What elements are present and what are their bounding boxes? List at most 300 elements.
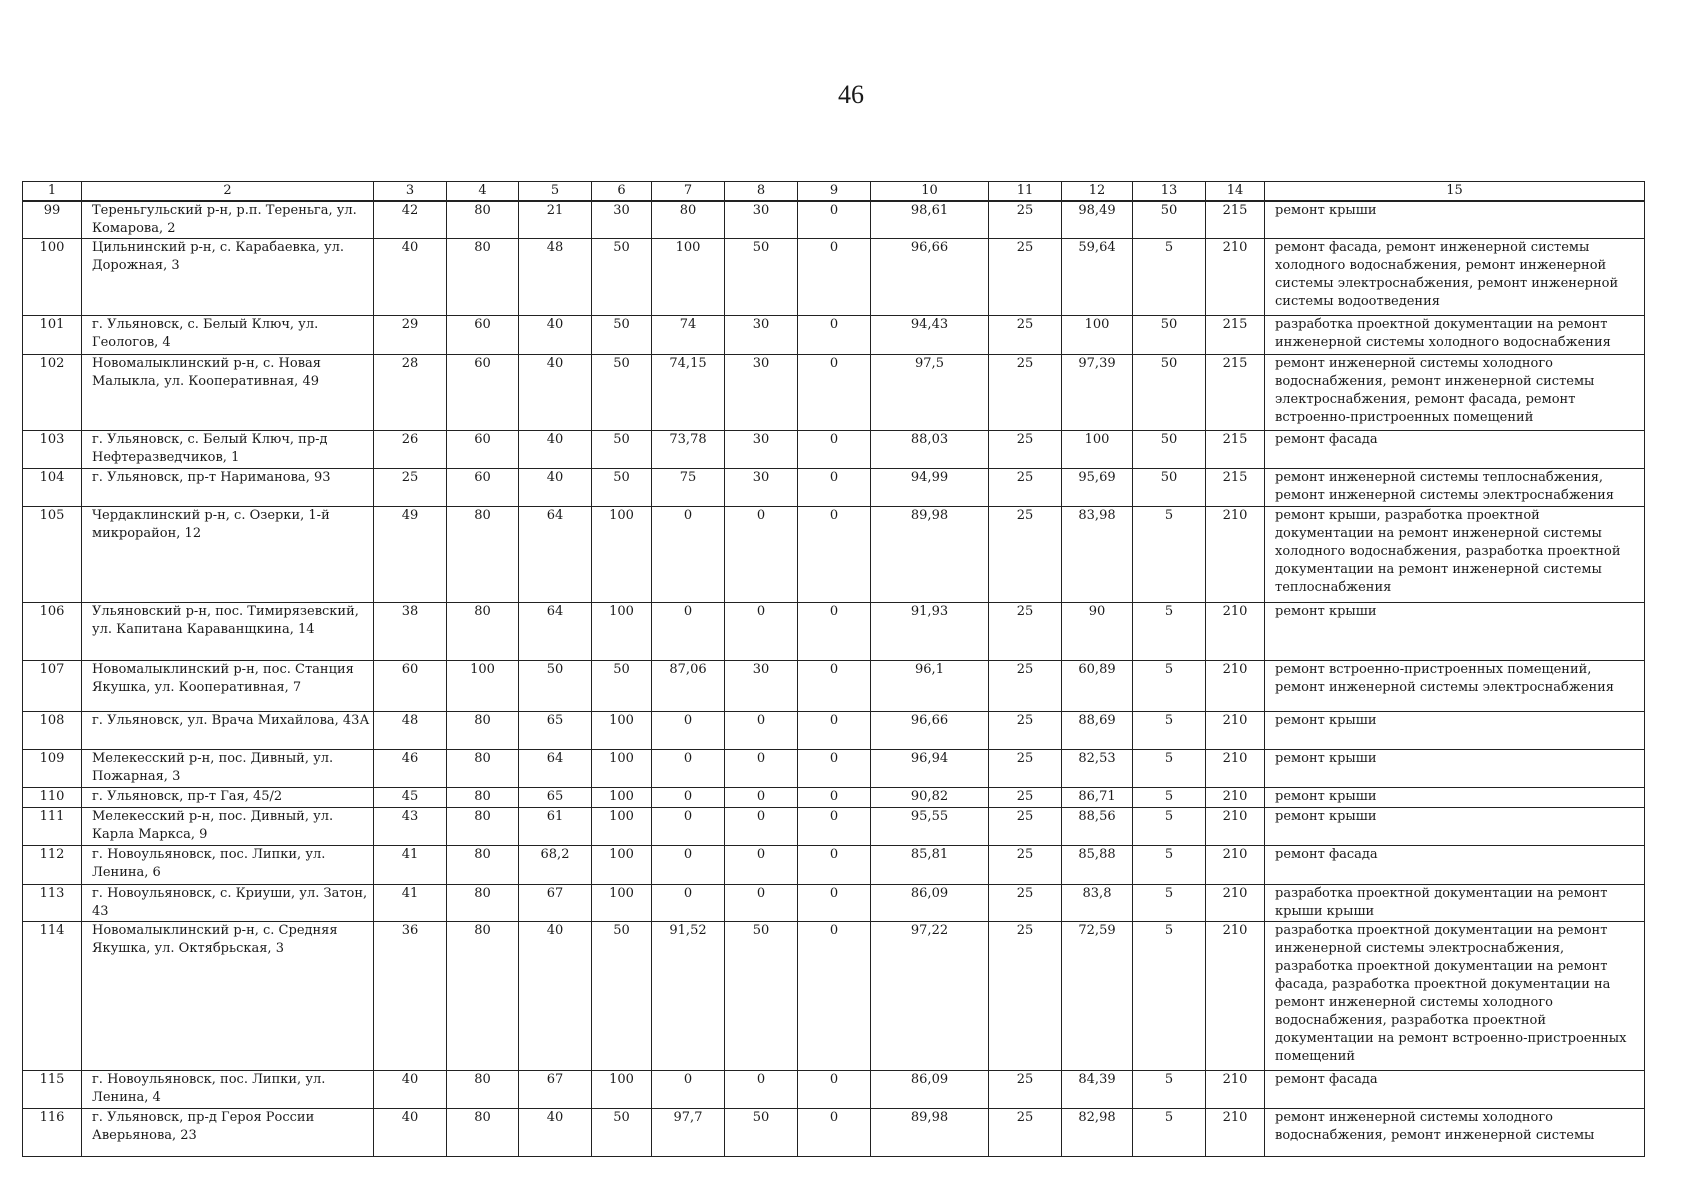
cell-col-3: 38 — [374, 603, 447, 661]
cell-col-13: 5 — [1133, 846, 1206, 885]
cell-col-7: 74,15 — [652, 355, 725, 431]
cell-work-description: разработка проектной документации на ремонт инженерной системы электроснабжения, разработка проектной документации на ремонт фасада, разработка проектной документации на ремонт инженерной системы холодного водоснабжения, разработка проектной документации на ремонт встроенно-пристроенных помещений — [1265, 922, 1645, 1071]
column-number: 2 — [82, 182, 374, 202]
cell-col-5: 67 — [519, 885, 592, 922]
cell-col-6: 100 — [592, 507, 652, 603]
cell-col-6: 50 — [592, 922, 652, 1071]
cell-work-description: ремонт крыши — [1265, 808, 1645, 846]
cell-col-3: 49 — [374, 507, 447, 603]
cell-col-6: 100 — [592, 1071, 652, 1109]
table-row — [23, 603, 1645, 661]
cell-col-12: 82,53 — [1062, 750, 1133, 788]
table-row — [23, 1109, 1645, 1157]
cell-col-5: 64 — [519, 750, 592, 788]
table-row — [23, 846, 1645, 885]
cell-col-3: 36 — [374, 922, 447, 1071]
cell-col-3: 45 — [374, 788, 447, 808]
cell-col-3: 42 — [374, 201, 447, 239]
table-row — [23, 239, 1645, 316]
cell-col-12: 59,64 — [1062, 239, 1133, 316]
cell-col-12: 98,49 — [1062, 201, 1133, 239]
cell-col-9: 0 — [798, 788, 871, 808]
cell-col-3: 60 — [374, 661, 447, 712]
cell-col-4: 60 — [447, 355, 519, 431]
cell-row-number: 99 — [23, 201, 82, 239]
cell-row-number: 115 — [23, 1071, 82, 1109]
column-number: 8 — [725, 182, 798, 202]
cell-col-7: 97,7 — [652, 1109, 725, 1157]
cell-col-10: 98,61 — [871, 201, 989, 239]
cell-col-9: 0 — [798, 355, 871, 431]
table-row — [23, 788, 1645, 808]
cell-col-13: 5 — [1133, 788, 1206, 808]
cell-col-10: 96,1 — [871, 661, 989, 712]
cell-col-9: 0 — [798, 469, 871, 507]
cell-col-13: 5 — [1133, 603, 1206, 661]
cell-col-7: 0 — [652, 846, 725, 885]
cell-col-4: 80 — [447, 750, 519, 788]
cell-col-9: 0 — [798, 661, 871, 712]
cell-col-6: 50 — [592, 431, 652, 469]
cell-col-12: 90 — [1062, 603, 1133, 661]
cell-col-14: 215 — [1206, 355, 1265, 431]
column-number: 4 — [447, 182, 519, 202]
column-number: 11 — [989, 182, 1062, 202]
cell-col-11: 25 — [989, 201, 1062, 239]
cell-col-3: 41 — [374, 885, 447, 922]
cell-col-4: 80 — [447, 808, 519, 846]
cell-col-4: 80 — [447, 603, 519, 661]
cell-col-12: 84,39 — [1062, 1071, 1133, 1109]
cell-col-5: 40 — [519, 431, 592, 469]
cell-col-11: 25 — [989, 431, 1062, 469]
cell-col-13: 5 — [1133, 885, 1206, 922]
cell-row-number: 116 — [23, 1109, 82, 1157]
cell-row-number: 105 — [23, 507, 82, 603]
cell-address: г. Новоульяновск, пос. Липки, ул. Ленина, 6 — [82, 846, 374, 885]
column-number: 5 — [519, 182, 592, 202]
cell-work-description: ремонт крыши — [1265, 201, 1645, 239]
cell-col-10: 86,09 — [871, 1071, 989, 1109]
cell-row-number: 114 — [23, 922, 82, 1071]
cell-work-description: ремонт крыши — [1265, 603, 1645, 661]
cell-address: Мелекесский р-н, пос. Дивный, ул. Пожарная, 3 — [82, 750, 374, 788]
cell-col-4: 100 — [447, 661, 519, 712]
cell-col-13: 5 — [1133, 922, 1206, 1071]
cell-col-8: 0 — [725, 846, 798, 885]
cell-col-14: 215 — [1206, 469, 1265, 507]
cell-col-9: 0 — [798, 431, 871, 469]
cell-row-number: 109 — [23, 750, 82, 788]
cell-work-description: ремонт крыши — [1265, 750, 1645, 788]
cell-col-8: 30 — [725, 661, 798, 712]
column-number: 9 — [798, 182, 871, 202]
cell-col-11: 25 — [989, 603, 1062, 661]
cell-col-12: 97,39 — [1062, 355, 1133, 431]
cell-work-description: ремонт встроенно-пристроенных помещений, ремонт инженерной системы электроснабжения — [1265, 661, 1645, 712]
cell-col-12: 100 — [1062, 431, 1133, 469]
cell-col-4: 80 — [447, 712, 519, 750]
cell-work-description: ремонт инженерной системы холодного водоснабжения, ремонт инженерной системы электроснабжения, ремонт фасада, ремонт встроенно-пристроенных помещений — [1265, 355, 1645, 431]
repair-register-table — [22, 181, 1645, 1157]
cell-col-14: 210 — [1206, 922, 1265, 1071]
cell-col-8: 30 — [725, 355, 798, 431]
cell-work-description: ремонт крыши, разработка проектной документации на ремонт инженерной системы холодного водоснабжения, разработка проектной документации на ремонт инженерной системы теплоснабжения — [1265, 507, 1645, 603]
cell-col-9: 0 — [798, 1071, 871, 1109]
cell-col-9: 0 — [798, 316, 871, 355]
cell-col-6: 100 — [592, 712, 652, 750]
cell-col-5: 64 — [519, 507, 592, 603]
cell-address: Тереньгульский р-н, р.п. Тереньга, ул. Комарова, 2 — [82, 201, 374, 239]
table-row — [23, 750, 1645, 788]
cell-col-5: 48 — [519, 239, 592, 316]
cell-col-12: 83,98 — [1062, 507, 1133, 603]
cell-col-8: 30 — [725, 316, 798, 355]
cell-col-12: 85,88 — [1062, 846, 1133, 885]
cell-address: г. Ульяновск, пр-д Героя России Аверьянова, 23 — [82, 1109, 374, 1157]
column-number: 14 — [1206, 182, 1265, 202]
cell-col-6: 100 — [592, 808, 652, 846]
cell-col-5: 67 — [519, 1071, 592, 1109]
cell-row-number: 112 — [23, 846, 82, 885]
cell-col-13: 5 — [1133, 808, 1206, 846]
cell-col-14: 210 — [1206, 239, 1265, 316]
cell-col-7: 80 — [652, 201, 725, 239]
table-row — [23, 507, 1645, 603]
cell-col-8: 0 — [725, 603, 798, 661]
cell-col-11: 25 — [989, 885, 1062, 922]
cell-col-8: 50 — [725, 922, 798, 1071]
column-number: 7 — [652, 182, 725, 202]
table-row — [23, 316, 1645, 355]
cell-col-12: 86,71 — [1062, 788, 1133, 808]
cell-col-3: 46 — [374, 750, 447, 788]
cell-col-3: 40 — [374, 1071, 447, 1109]
cell-work-description: ремонт фасада — [1265, 846, 1645, 885]
cell-col-14: 210 — [1206, 750, 1265, 788]
cell-col-3: 48 — [374, 712, 447, 750]
table-row — [23, 661, 1645, 712]
cell-col-10: 94,43 — [871, 316, 989, 355]
cell-row-number: 101 — [23, 316, 82, 355]
cell-col-7: 74 — [652, 316, 725, 355]
cell-col-3: 26 — [374, 431, 447, 469]
cell-col-6: 50 — [592, 469, 652, 507]
cell-address: Чердаклинский р-н, с. Озерки, 1-й микрорайон, 12 — [82, 507, 374, 603]
cell-address: г. Ульяновск, пр-т Гая, 45/2 — [82, 788, 374, 808]
cell-col-6: 100 — [592, 750, 652, 788]
cell-col-7: 0 — [652, 1071, 725, 1109]
cell-col-12: 95,69 — [1062, 469, 1133, 507]
cell-col-5: 40 — [519, 355, 592, 431]
cell-work-description: ремонт крыши — [1265, 712, 1645, 750]
cell-address: Ульяновский р-н, пос. Тимирязевский, ул. Капитана Караванщкина, 14 — [82, 603, 374, 661]
cell-address: г. Ульяновск, с. Белый Ключ, пр-д Нефтеразведчиков, 1 — [82, 431, 374, 469]
cell-col-9: 0 — [798, 507, 871, 603]
table-row — [23, 469, 1645, 507]
cell-row-number: 106 — [23, 603, 82, 661]
cell-col-10: 94,99 — [871, 469, 989, 507]
cell-address: г. Ульяновск, с. Белый Ключ, ул. Геологов, 4 — [82, 316, 374, 355]
cell-col-6: 100 — [592, 846, 652, 885]
cell-col-13: 50 — [1133, 469, 1206, 507]
cell-col-7: 0 — [652, 808, 725, 846]
cell-col-7: 73,78 — [652, 431, 725, 469]
cell-address: г. Ульяновск, пр-т Нариманова, 93 — [82, 469, 374, 507]
cell-col-6: 50 — [592, 661, 652, 712]
cell-col-8: 30 — [725, 201, 798, 239]
cell-work-description: разработка проектной документации на ремонт крыши крыши — [1265, 885, 1645, 922]
column-number: 15 — [1265, 182, 1645, 202]
cell-col-9: 0 — [798, 712, 871, 750]
table-row — [23, 1071, 1645, 1109]
cell-col-5: 40 — [519, 922, 592, 1071]
table-row — [23, 355, 1645, 431]
cell-col-4: 80 — [447, 846, 519, 885]
cell-col-3: 25 — [374, 469, 447, 507]
cell-col-14: 210 — [1206, 788, 1265, 808]
cell-work-description: ремонт инженерной системы теплоснабжения, ремонт инженерной системы электроснабжения — [1265, 469, 1645, 507]
cell-col-11: 25 — [989, 1071, 1062, 1109]
cell-col-5: 40 — [519, 316, 592, 355]
column-number: 6 — [592, 182, 652, 202]
cell-col-3: 28 — [374, 355, 447, 431]
cell-col-11: 25 — [989, 808, 1062, 846]
cell-col-14: 210 — [1206, 1071, 1265, 1109]
cell-col-5: 40 — [519, 469, 592, 507]
cell-col-4: 80 — [447, 239, 519, 316]
cell-col-14: 210 — [1206, 661, 1265, 712]
cell-col-12: 88,56 — [1062, 808, 1133, 846]
cell-col-5: 65 — [519, 712, 592, 750]
cell-col-7: 91,52 — [652, 922, 725, 1071]
cell-col-3: 41 — [374, 846, 447, 885]
cell-col-12: 100 — [1062, 316, 1133, 355]
cell-col-11: 25 — [989, 469, 1062, 507]
cell-col-5: 21 — [519, 201, 592, 239]
cell-col-7: 100 — [652, 239, 725, 316]
cell-col-13: 5 — [1133, 712, 1206, 750]
cell-col-13: 50 — [1133, 355, 1206, 431]
cell-address: Новомалыклинский р-н, с. Средняя Якушка, ул. Октябрьская, 3 — [82, 922, 374, 1071]
cell-col-13: 5 — [1133, 1071, 1206, 1109]
cell-col-8: 0 — [725, 1071, 798, 1109]
cell-col-6: 50 — [592, 355, 652, 431]
cell-col-14: 210 — [1206, 712, 1265, 750]
cell-col-8: 0 — [725, 750, 798, 788]
cell-row-number: 113 — [23, 885, 82, 922]
cell-col-7: 0 — [652, 750, 725, 788]
cell-col-9: 0 — [798, 808, 871, 846]
cell-col-8: 0 — [725, 507, 798, 603]
cell-col-6: 100 — [592, 885, 652, 922]
cell-work-description: ремонт фасада — [1265, 431, 1645, 469]
cell-col-6: 100 — [592, 788, 652, 808]
cell-col-4: 80 — [447, 1109, 519, 1157]
cell-col-10: 95,55 — [871, 808, 989, 846]
cell-col-9: 0 — [798, 846, 871, 885]
cell-row-number: 104 — [23, 469, 82, 507]
cell-col-14: 210 — [1206, 885, 1265, 922]
cell-col-8: 0 — [725, 788, 798, 808]
cell-col-5: 61 — [519, 808, 592, 846]
cell-work-description: ремонт инженерной системы холодного водоснабжения, ремонт инженерной системы — [1265, 1109, 1645, 1157]
cell-col-7: 0 — [652, 885, 725, 922]
column-number: 10 — [871, 182, 989, 202]
table-row — [23, 885, 1645, 922]
column-number: 12 — [1062, 182, 1133, 202]
cell-col-13: 5 — [1133, 661, 1206, 712]
cell-col-9: 0 — [798, 239, 871, 316]
cell-col-4: 80 — [447, 507, 519, 603]
cell-col-7: 75 — [652, 469, 725, 507]
cell-col-13: 5 — [1133, 239, 1206, 316]
cell-col-11: 25 — [989, 355, 1062, 431]
cell-col-13: 50 — [1133, 201, 1206, 239]
cell-col-14: 215 — [1206, 316, 1265, 355]
cell-col-4: 80 — [447, 788, 519, 808]
cell-address: г. Новоульяновск, с. Криуши, ул. Затон, 43 — [82, 885, 374, 922]
cell-col-11: 25 — [989, 316, 1062, 355]
cell-work-description: разработка проектной документации на ремонт инженерной системы холодного водоснабжения — [1265, 316, 1645, 355]
cell-col-10: 97,22 — [871, 922, 989, 1071]
cell-col-6: 50 — [592, 316, 652, 355]
table-row — [23, 922, 1645, 1071]
cell-col-7: 0 — [652, 603, 725, 661]
cell-address: г. Новоульяновск, пос. Липки, ул. Ленина, 4 — [82, 1071, 374, 1109]
column-number: 1 — [23, 182, 82, 202]
cell-col-8: 50 — [725, 239, 798, 316]
cell-col-11: 25 — [989, 1109, 1062, 1157]
cell-col-3: 29 — [374, 316, 447, 355]
cell-col-11: 25 — [989, 661, 1062, 712]
cell-col-6: 50 — [592, 239, 652, 316]
cell-col-12: 72,59 — [1062, 922, 1133, 1071]
table-row — [23, 201, 1645, 239]
cell-col-10: 96,94 — [871, 750, 989, 788]
cell-col-9: 0 — [798, 885, 871, 922]
cell-work-description: ремонт фасада — [1265, 1071, 1645, 1109]
cell-col-6: 50 — [592, 1109, 652, 1157]
cell-col-9: 0 — [798, 750, 871, 788]
cell-col-10: 85,81 — [871, 846, 989, 885]
cell-col-9: 0 — [798, 603, 871, 661]
cell-col-6: 100 — [592, 603, 652, 661]
table-header-row — [23, 182, 1645, 202]
cell-col-14: 210 — [1206, 1109, 1265, 1157]
cell-row-number: 100 — [23, 239, 82, 316]
cell-address: Мелекесский р-н, пос. Дивный, ул. Карла Маркса, 9 — [82, 808, 374, 846]
cell-col-4: 80 — [447, 201, 519, 239]
cell-col-13: 5 — [1133, 1109, 1206, 1157]
page-number: 46 — [838, 80, 864, 109]
column-number: 13 — [1133, 182, 1206, 202]
cell-col-10: 90,82 — [871, 788, 989, 808]
cell-col-3: 43 — [374, 808, 447, 846]
cell-col-10: 89,98 — [871, 1109, 989, 1157]
cell-col-10: 88,03 — [871, 431, 989, 469]
table-row — [23, 808, 1645, 846]
cell-row-number: 107 — [23, 661, 82, 712]
cell-col-11: 25 — [989, 750, 1062, 788]
cell-col-11: 25 — [989, 712, 1062, 750]
cell-col-14: 215 — [1206, 201, 1265, 239]
cell-work-description: ремонт крыши — [1265, 788, 1645, 808]
cell-col-10: 86,09 — [871, 885, 989, 922]
cell-col-8: 50 — [725, 1109, 798, 1157]
cell-col-10: 91,93 — [871, 603, 989, 661]
cell-col-7: 87,06 — [652, 661, 725, 712]
cell-col-5: 65 — [519, 788, 592, 808]
cell-col-12: 83,8 — [1062, 885, 1133, 922]
cell-col-11: 25 — [989, 507, 1062, 603]
cell-col-4: 60 — [447, 316, 519, 355]
cell-col-7: 0 — [652, 712, 725, 750]
cell-col-13: 5 — [1133, 507, 1206, 603]
cell-col-14: 210 — [1206, 507, 1265, 603]
cell-col-14: 210 — [1206, 846, 1265, 885]
cell-row-number: 111 — [23, 808, 82, 846]
cell-col-14: 215 — [1206, 431, 1265, 469]
column-number: 3 — [374, 182, 447, 202]
cell-col-5: 40 — [519, 1109, 592, 1157]
cell-col-9: 0 — [798, 922, 871, 1071]
cell-col-5: 50 — [519, 661, 592, 712]
cell-col-9: 0 — [798, 1109, 871, 1157]
cell-col-12: 88,69 — [1062, 712, 1133, 750]
cell-col-13: 5 — [1133, 750, 1206, 788]
cell-col-3: 40 — [374, 239, 447, 316]
cell-col-9: 0 — [798, 201, 871, 239]
cell-col-4: 80 — [447, 885, 519, 922]
cell-address: Новомалыклинский р-н, с. Новая Малыкла, ул. Кооперативная, 49 — [82, 355, 374, 431]
cell-col-11: 25 — [989, 846, 1062, 885]
cell-col-4: 80 — [447, 922, 519, 1071]
cell-row-number: 110 — [23, 788, 82, 808]
cell-col-14: 210 — [1206, 603, 1265, 661]
cell-work-description: ремонт фасада, ремонт инженерной системы холодного водоснабжения, ремонт инженерной системы электроснабжения, ремонт инженерной системы водоотведения — [1265, 239, 1645, 316]
cell-col-10: 97,5 — [871, 355, 989, 431]
cell-address: Цильнинский р-н, с. Карабаевка, ул. Дорожная, 3 — [82, 239, 374, 316]
table-row — [23, 431, 1645, 469]
cell-col-12: 82,98 — [1062, 1109, 1133, 1157]
cell-col-6: 30 — [592, 201, 652, 239]
cell-col-13: 50 — [1133, 316, 1206, 355]
cell-address: г. Ульяновск, ул. Врача Михайлова, 43А — [82, 712, 374, 750]
cell-row-number: 103 — [23, 431, 82, 469]
cell-col-4: 80 — [447, 1071, 519, 1109]
cell-row-number: 102 — [23, 355, 82, 431]
cell-col-11: 25 — [989, 922, 1062, 1071]
cell-row-number: 108 — [23, 712, 82, 750]
cell-col-10: 89,98 — [871, 507, 989, 603]
cell-col-11: 25 — [989, 788, 1062, 808]
cell-address: Новомалыклинский р-н, пос. Станция Якушка, ул. Кооперативная, 7 — [82, 661, 374, 712]
cell-col-4: 60 — [447, 431, 519, 469]
cell-col-12: 60,89 — [1062, 661, 1133, 712]
cell-col-10: 96,66 — [871, 712, 989, 750]
cell-col-8: 0 — [725, 808, 798, 846]
cell-col-8: 30 — [725, 431, 798, 469]
cell-col-14: 210 — [1206, 808, 1265, 846]
cell-col-7: 0 — [652, 788, 725, 808]
cell-col-4: 60 — [447, 469, 519, 507]
cell-col-8: 0 — [725, 712, 798, 750]
cell-col-10: 96,66 — [871, 239, 989, 316]
cell-col-5: 68,2 — [519, 846, 592, 885]
cell-col-3: 40 — [374, 1109, 447, 1157]
table-row — [23, 712, 1645, 750]
